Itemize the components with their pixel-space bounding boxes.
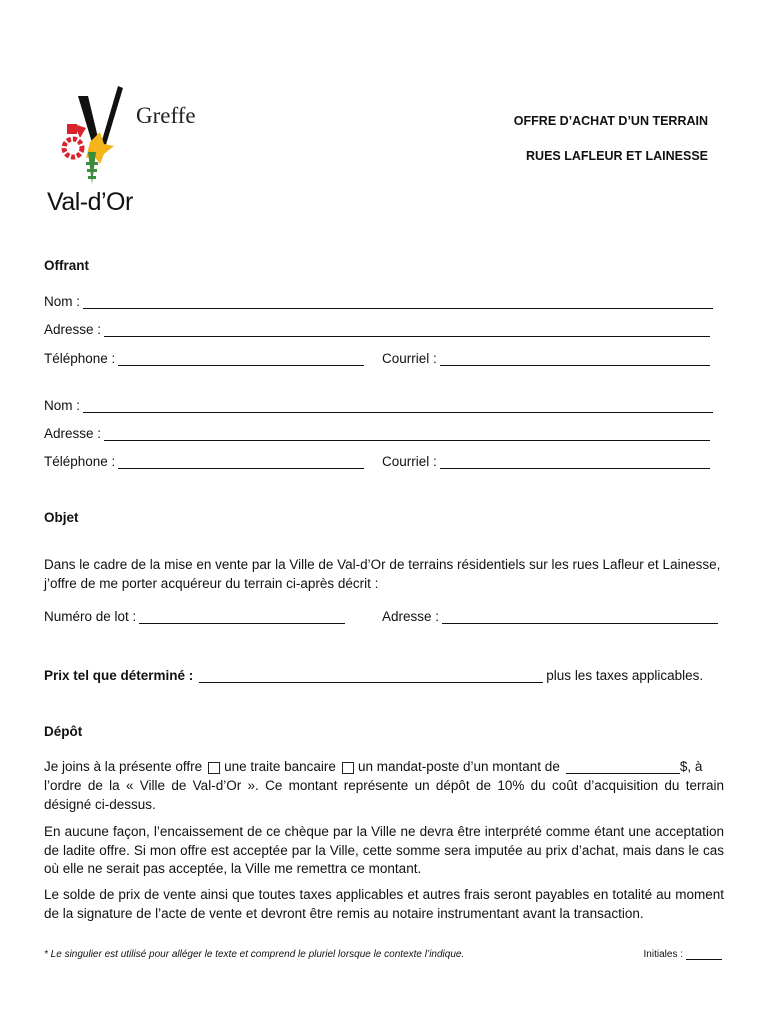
prix-input-line[interactable] [199,670,543,683]
document-title: OFFRE D’ACHAT D’UN TERRAIN [513,114,708,128]
depot-line-1 [44,759,702,774]
courriel-input-line[interactable] [440,456,710,469]
adresse-field-2[interactable] [44,426,710,441]
courriel-label: Courriel : [382,351,437,366]
adresse-field-1[interactable] [44,322,710,337]
adresse-input-line[interactable] [104,324,710,337]
depot-paragraph-3: Le solde de prix de vente ainsi que toutes taxes applicables et autres frais seront payables en totalité au moment de la signature de l’acte de vente et devront être remis au notaire instrumentant avant la transaction. [44,887,724,921]
lot-input-line[interactable] [139,611,345,624]
depot-paragraph-1: l’ordre de la « Ville de Val-d’Or ». Ce montant représente un dépôt de 10% du coût d’acquisition du terrain désigné ci-dessus. [44,778,724,812]
section-heading-objet: Objet [44,510,79,525]
logo-greffe-text: Greffe [136,103,196,128]
lot-adresse-label: Adresse : [382,609,440,624]
lot-field[interactable] [44,609,345,624]
prix-field[interactable] [44,668,703,683]
footnote: * Le singulier est utilisé pour alléger le texte et comprend le pluriel lorsque le contexte l’indique. [44,949,465,960]
depot-paragraph-2: En aucune façon, l’encaissement de ce chèque par la Ville ne devra être interprété comme étant une acceptation de ladite offre. Si mon offre est acceptée par la Ville, cette somme sera imputée au prix d’achat, mais dans le cas où elle ne serait pas acceptée, la Ville me remettra ce montant. [44,824,724,876]
nom-input-line[interactable] [83,296,713,309]
montant-input-line[interactable] [566,761,680,774]
lot-adresse-field[interactable] [382,609,718,624]
nom-label: Nom : [44,294,81,309]
telephone-label: Téléphone : [44,454,116,469]
lot-label: Numéro de lot : [44,609,137,624]
courriel-label: Courriel : [382,454,437,469]
objet-paragraph: Dans le cadre de la mise en vente par la Ville de Val-d’Or de terrains résidentiels sur les rues Lafleur et Lainesse, j’offre de me porter acquéreur du terrain ci-après décrit : [44,557,721,591]
section-heading-offrant: Offrant [44,258,89,273]
telephone-input-line[interactable] [118,353,364,366]
courriel-field-2[interactable] [382,454,710,469]
nom-field-1[interactable] [44,294,713,309]
prix-suffix: plus les taxes applicables. [546,668,704,683]
nom-field-2[interactable] [44,398,713,413]
logo-city-name: Val-d’Or [47,188,133,216]
adresse-label: Adresse : [44,322,102,337]
nom-input-line[interactable] [83,400,713,413]
adresse-label: Adresse : [44,426,102,441]
initials-input-line[interactable] [686,950,722,960]
document-subtitle: RUES LAFLEUR ET LAINESSE [526,149,708,163]
section-heading-depot: Dépôt [44,724,83,739]
telephone-label: Téléphone : [44,351,116,366]
mandat-poste-checkbox[interactable] [342,762,354,774]
initials-field[interactable] [644,949,722,960]
telephone-field-2[interactable] [44,454,364,469]
mandat-poste-label: un mandat-poste d’un montant de [357,759,560,774]
courriel-field-1[interactable] [382,351,710,366]
initials-label: Initiales : [643,949,683,960]
traite-bancaire-label: une traite bancaire [224,759,336,774]
adresse-input-line[interactable] [104,428,710,441]
courriel-input-line[interactable] [440,353,710,366]
telephone-field-1[interactable] [44,351,364,366]
montant-suffix: $, à [679,759,703,774]
nom-label: Nom : [44,398,81,413]
prix-label: Prix tel que déterminé : [44,668,194,683]
lot-adresse-input-line[interactable] [442,611,718,624]
depot-intro: Je joins à la présente offre [44,759,203,774]
traite-bancaire-checkbox[interactable] [208,762,220,774]
telephone-input-line[interactable] [118,456,364,469]
